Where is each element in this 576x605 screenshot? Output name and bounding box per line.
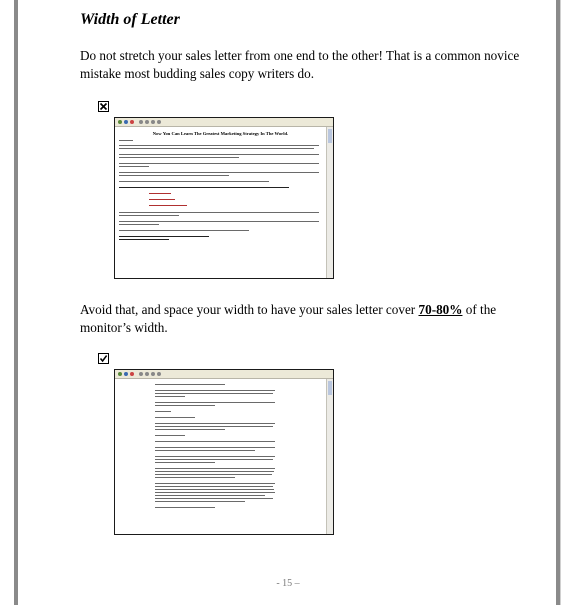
page-frame-right-edge xyxy=(560,0,561,605)
check-box-icon xyxy=(98,353,109,364)
width-percentage: 70-80% xyxy=(418,302,463,317)
page-number: - 15 – xyxy=(276,578,300,589)
scrollbar xyxy=(326,379,333,534)
screenshot-narrow-letter xyxy=(114,369,334,535)
x-box-icon xyxy=(98,101,109,112)
paragraph-stretch-warning: Do not stretch your sales letter from one end to the other! That is a common novice mistake most budding sales copy writers do. xyxy=(80,48,520,81)
section-heading: Width of Letter xyxy=(80,11,180,28)
page-frame-left xyxy=(14,0,18,605)
paragraph-width-advice: Avoid that, and space your width to have your sales letter cover 70-80% of the monitor’s width. xyxy=(80,302,497,335)
browser-toolbar xyxy=(115,370,333,379)
scrollbar xyxy=(326,127,333,278)
letter-body-text xyxy=(115,379,326,534)
browser-toolbar xyxy=(115,118,333,127)
screenshot-wide-letter xyxy=(114,117,334,279)
letter-headline: Now You Can Learn The Greatest Marketing Strategy In The World. xyxy=(152,131,289,136)
letter-body-text xyxy=(115,127,326,278)
